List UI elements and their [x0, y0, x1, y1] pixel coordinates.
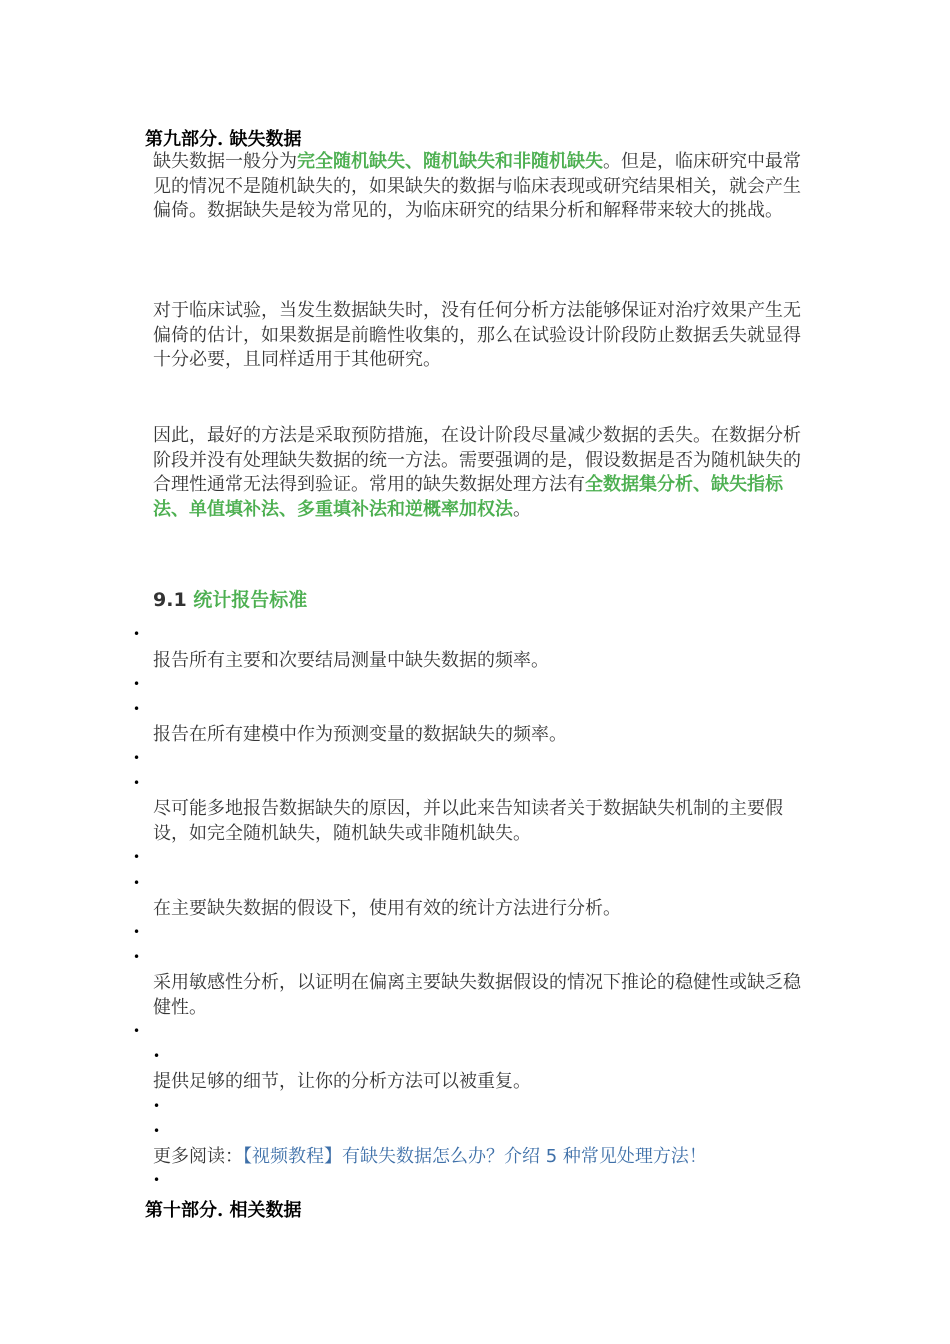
bullet: • — [153, 1049, 161, 1063]
section-heading-10: 第十部分. 相关数据 — [145, 1200, 302, 1221]
bullet: • — [133, 776, 141, 790]
list-item: 提供足够的细节，让你的分析方法可以被重复。 — [153, 1071, 531, 1092]
list-item: 尽可能多地报告数据缺失的原因，并以此来告知读者关于数据缺失机制的主要假设，如完全随机缺失，随机缺失或非随机缺失。 — [153, 798, 783, 844]
more-reading — [153, 1145, 813, 1170]
p1-post: 。但是，临床研究中最常见的情况不是随机缺失的，如果缺失的数据与临床表现或研究结果相关，就会产生偏倚。数据缺失是较为常见的，为临床研究的结果分析和解释带来较大的挑战。 — [153, 151, 801, 222]
bullet: • — [133, 751, 141, 765]
paragraph-2: 对于临床试验，当发生数据缺失时，没有任何分析方法能够保证对治疗效果产生无偏倚的估计，如果数据是前瞻性收集的，那么在试验设计阶段防止数据丢失就显得十分必要，且同样适用于其他研究。 — [153, 300, 801, 371]
paragraph-1 — [153, 150, 808, 224]
bullet: • — [133, 876, 141, 890]
paragraph-3 — [153, 424, 808, 523]
p3-pre: 因此，最好的方法是采取预防措施，在设计阶段尽量减少数据的丢失。在数据分析阶段并没有处理缺失数据的统一方法。需要强调的是，假设数据是否为随机缺失的合理性通常无法得到验证。常用的缺失数据处理方法有 — [153, 425, 801, 496]
more-reading-link[interactable]: 【视频教程】有缺失数据怎么办？介绍 5 种常见处理方法！ — [243, 1146, 707, 1167]
bullet: • — [153, 1173, 161, 1187]
bullet: • — [153, 1124, 161, 1138]
more-reading-label: 更多阅读： — [153, 1146, 243, 1167]
list-item: 报告所有主要和次要结局测量中缺失数据的频率。 — [153, 650, 549, 671]
section-number: 9.1 — [153, 589, 187, 611]
list-item: 采用敏感性分析，以证明在偏离主要缺失数据假设的情况下推论的稳健性或缺乏稳健性。 — [153, 972, 801, 1018]
bullet: • — [153, 1099, 161, 1113]
p3-post: 。 — [513, 499, 531, 521]
section-title-9-1 — [153, 585, 307, 612]
bullet: • — [133, 850, 141, 864]
bullet: • — [133, 702, 141, 716]
section-heading-9: 第九部分. 缺失数据 — [145, 129, 302, 150]
bullet: • — [133, 1024, 141, 1038]
list-item: 报告在所有建模中作为预测变量的数据缺失的频率。 — [153, 724, 567, 745]
p3-highlight: 全数据集分析、缺失指标法、单值填补法、多重填补法和逆概率加权法 — [153, 474, 783, 521]
p1-pre: 缺失数据一般分为 — [153, 151, 297, 172]
bullet: • — [133, 627, 141, 641]
bullet: • — [133, 950, 141, 964]
section-title: 统计报告标准 — [193, 589, 308, 611]
list-item: 在主要缺失数据的假设下，使用有效的统计方法进行分析。 — [153, 898, 621, 919]
bullet: • — [133, 677, 141, 691]
bullet: • — [133, 925, 141, 939]
p1-highlight: 完全随机缺失、随机缺失和非随机缺失 — [297, 151, 603, 172]
